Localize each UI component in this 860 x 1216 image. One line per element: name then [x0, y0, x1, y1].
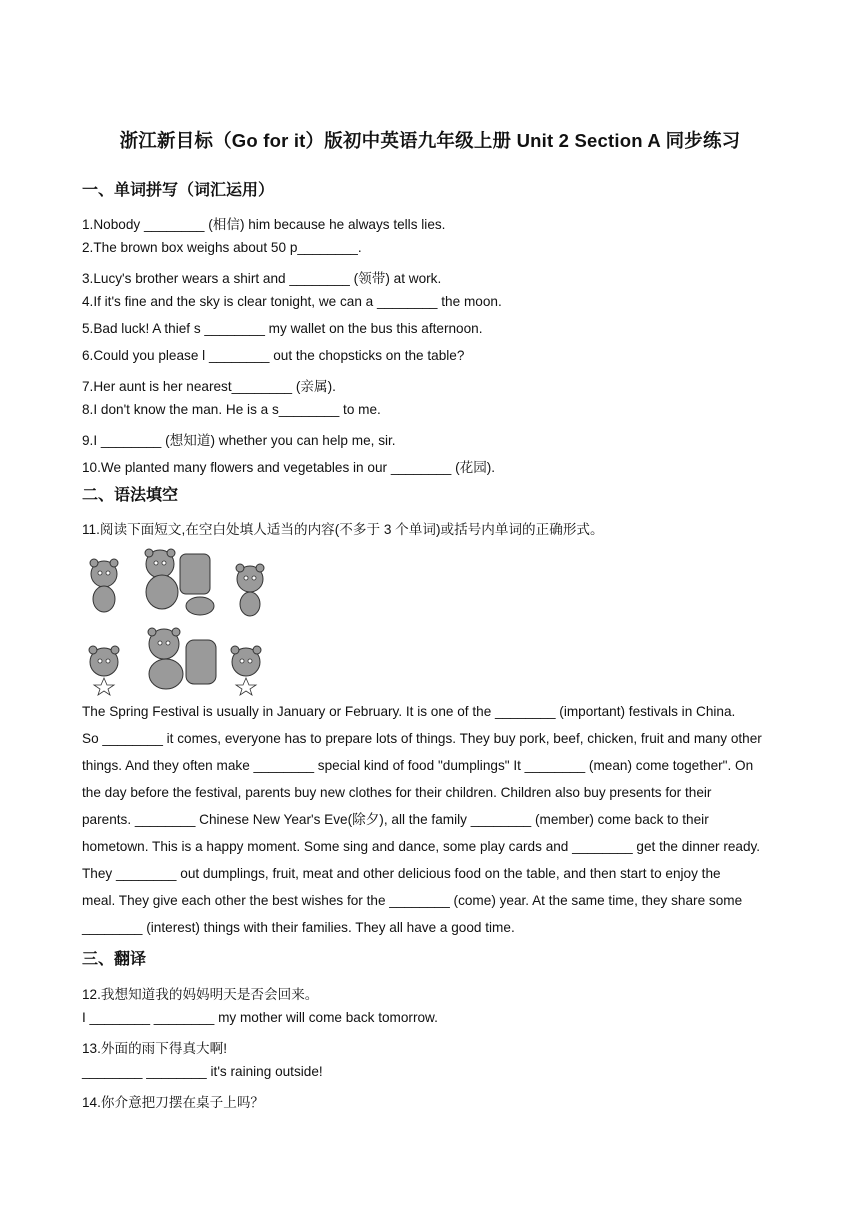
passage-line: The Spring Festival is usually in January or February. It is one of the ________ (important) festivals in China. [82, 704, 736, 719]
question-9: 9.I ________ (想知道) whether you can help me, sir. [82, 433, 396, 448]
section-heading-vocabulary: 一、单词拼写（词汇运用） [82, 182, 275, 199]
question-14: 14.你介意把刀摆在桌子上吗？ [82, 1095, 265, 1110]
question-6: 6.Could you please l ________ out the chopsticks on the table? [82, 348, 465, 363]
tiger-cartoon-image [82, 544, 272, 696]
passage-line: ________ (interest) things with their families. They all have a good time. [82, 920, 515, 935]
passage [82, 698, 782, 941]
question-1: 1.Nobody ________ (相信) him because he always tells lies. [82, 217, 446, 232]
question-13: 13.外面的雨下得真大啊! [82, 1041, 228, 1056]
answer-line-13: ________ ________ it's raining outside! [82, 1064, 323, 1079]
section-heading-translation: 三、翻译 [82, 951, 147, 968]
passage-line: So ________ it comes, everyone has to prepare lots of things. They buy pork, beef, chicken, fruit and many other [82, 731, 762, 746]
question-5: 5.Bad luck! A thief s ________ my wallet on the bus this afternoon. [82, 321, 483, 336]
question-12: 12.我想知道我的妈妈明天是否会回来。 [82, 987, 319, 1002]
passage-line: meal. They give each other the best wishes for the ________ (come) year. At the same time, they share some [82, 893, 743, 908]
question-7: 7.Her aunt is her nearest________ (亲属). [82, 379, 336, 394]
answer-line-12: I ________ ________ my mother will come back tomorrow. [82, 1010, 438, 1025]
page-title: 浙江新目标（Go for it）版初中英语九年级上册 Unit 2 Section A 同步练习 [119, 130, 741, 151]
section-heading-grammar: 二、语法填空 [82, 487, 179, 504]
passage-line: things. And they often make ________ special kind of food "dumplings" It ________ (mean) come together". On [82, 758, 754, 773]
passage-line: They ________ out dumplings, fruit, meat and other delicious food on the table, and then start to enjoy the [82, 866, 721, 881]
question-2: 2.The brown box weighs about 50 p________. [82, 240, 362, 255]
passage-line: parents. ________ Chinese New Year's Eve(除夕), all the family ________ (member) come back to their [82, 812, 709, 827]
question-11-instruction: 11.阅读下面短文,在空白处填人适当的内容(不多于 3 个单词)或括号内单词的正确形式。 [82, 522, 604, 537]
passage-line: hometown. This is a happy moment. Some sing and dance, some play cards and ________ get the dinner ready. [82, 839, 761, 854]
question-4: 4.If it's fine and the sky is clear tonight, we can a ________ the moon. [82, 294, 502, 309]
question-3: 3.Lucy's brother wears a shirt and ________ (领带) at work. [82, 271, 442, 286]
question-8: 8.I don't know the man. He is a s________ to me. [82, 402, 381, 417]
question-10: 10.We planted many flowers and vegetables in our ________ (花园). [82, 460, 496, 475]
passage-line: the day before the festival, parents buy new clothes for their children. Children also buy presents for their [82, 785, 712, 800]
